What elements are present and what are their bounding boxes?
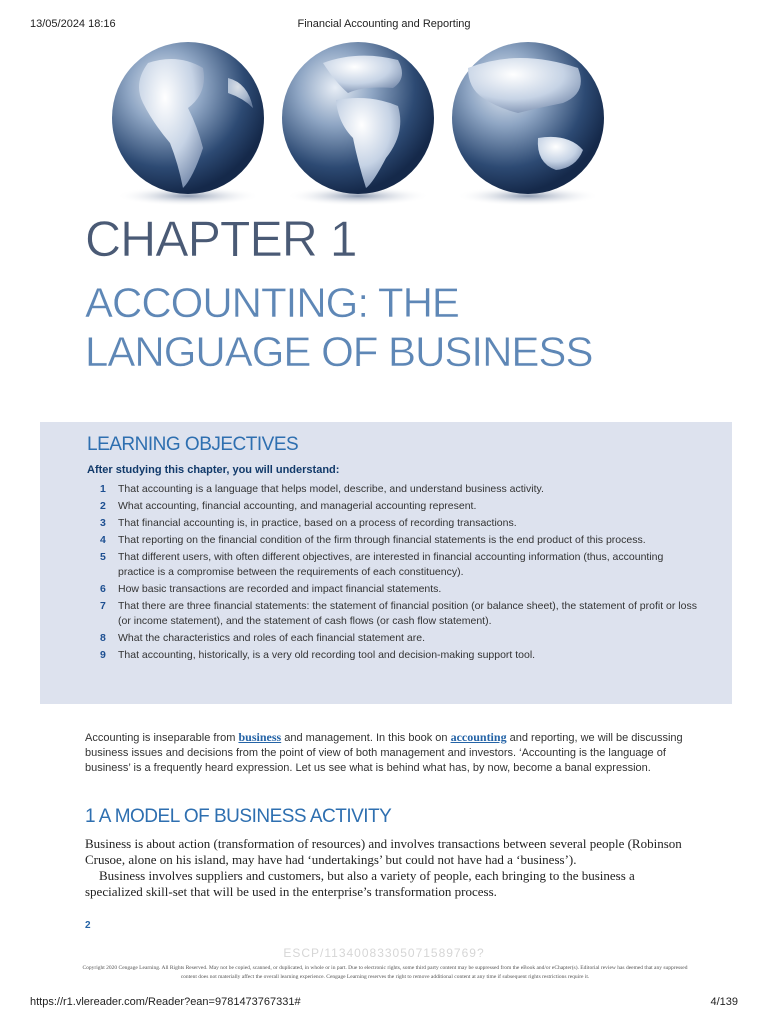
print-url: https://r1.vlereader.com/Reader?ean=9781473767331# <box>30 996 301 1008</box>
chapter-title-line-2: LANGUAGE OF BUSINESS <box>85 328 593 375</box>
objective-item <box>100 499 700 514</box>
objective-item <box>100 631 700 646</box>
section-paragraph-2: Business involves suppliers and customers, but also a variety of people, each bringing to the business a specialized skill-set that will be used in the enterprise’s transformation process. <box>85 868 635 899</box>
objective-text: What accounting, financial accounting, and managerial accounting represent. <box>118 500 477 512</box>
objective-text: That there are three financial statements: the statement of financial position (or balance sheet), the statement of profit or loss (or income statement), and the statement of cash flows (or cash flow statement). <box>118 600 697 627</box>
objective-item <box>100 516 700 531</box>
objective-text: That different users, with often different objectives, are interested in financial accounting information (thus, accounting practice is a compromise between the requirements of each constituency). <box>118 551 664 578</box>
intro-paragraph <box>85 730 691 776</box>
objective-text: That accounting is a language that helps model, describe, and understand business activity. <box>118 483 544 495</box>
objective-number: 2 <box>100 500 106 512</box>
objective-number: 9 <box>100 649 106 661</box>
objective-number: 7 <box>100 600 106 612</box>
learning-objectives-intro: After studying this chapter, you will understand: <box>87 464 340 476</box>
objective-number: 8 <box>100 632 106 644</box>
print-page-counter: 4/139 <box>710 996 738 1008</box>
globe-europe-africa-icon <box>282 42 434 206</box>
objective-item <box>100 533 700 548</box>
globes-banner <box>108 38 608 208</box>
watermark: ESCP/11340083305071589769? <box>283 946 485 960</box>
section-paragraph-1: Business is about action (transformation of resources) and involves transactions between several people (Robinson Crusoe, alone on his island, may have had ‘undertakings’ but could not have had a ‘business’). <box>85 836 682 867</box>
objective-item <box>100 582 700 597</box>
intro-text-1: Accounting is inseparable from <box>85 732 239 744</box>
objective-text: That reporting on the financial condition of the firm through financial statements is the end product of this process. <box>118 534 646 546</box>
glossary-link-business[interactable]: business <box>238 730 282 744</box>
globe-asia-australia-icon <box>452 42 604 206</box>
print-datetime: 13/05/2024 18:16 <box>30 18 116 30</box>
objective-number: 3 <box>100 517 106 529</box>
objective-item <box>100 482 700 497</box>
copyright-notice: Copyright 2020 Cengage Learning. All Rights Reserved. May not be copied, scanned, or duplicated, in whole or in part. Due to electronic rights, some third party content may be suppressed from the eBook and/or eChapter(s). Editorial review has deemed that any suppressed content does not materially affect the overall learning experience. Cengage Learning reserves the right to remove additional content at any time if subsequent rights restrictions require it. <box>82 965 688 980</box>
intro-text-2: and management. In this book on <box>281 732 451 744</box>
intro-text-3: and reporting, we will be discussing business issues and decisions from the point of view of both management and investors. ‘Accounting is the language of business’ is a frequently heard expression. Let us see what is behind what has, by now, become a banal expression. <box>85 732 683 774</box>
objective-item <box>100 648 700 663</box>
objective-number: 4 <box>100 534 106 546</box>
learning-objectives-box <box>40 422 732 704</box>
objective-text: How basic transactions are recorded and impact financial statements. <box>118 583 442 595</box>
page-number: 2 <box>85 920 91 931</box>
objective-text: That financial accounting is, in practice, based on a process of recording transactions. <box>118 517 517 529</box>
objective-text: What the characteristics and roles of each financial statement are. <box>118 632 425 644</box>
objective-number: 1 <box>100 483 106 495</box>
chapter-label: CHAPTER 1 <box>85 211 357 267</box>
objective-item <box>100 550 700 580</box>
learning-objectives-heading: LEARNING OBJECTIVES <box>87 434 299 455</box>
glossary-link-accounting[interactable]: accounting <box>450 730 507 744</box>
objective-item <box>100 599 700 629</box>
section-heading: 1 A MODEL OF BUSINESS ACTIVITY <box>85 806 392 827</box>
objective-text: That accounting, historically, is a very old recording tool and decision-making support tool. <box>118 649 536 661</box>
learning-objectives-list <box>100 482 700 665</box>
globe-americas-icon <box>112 42 264 206</box>
print-document-title: Financial Accounting and Reporting <box>297 18 471 30</box>
objective-number: 5 <box>100 551 106 563</box>
objective-number: 6 <box>100 583 106 595</box>
chapter-title <box>85 278 592 376</box>
chapter-title-line-1: ACCOUNTING: THE <box>85 279 459 326</box>
